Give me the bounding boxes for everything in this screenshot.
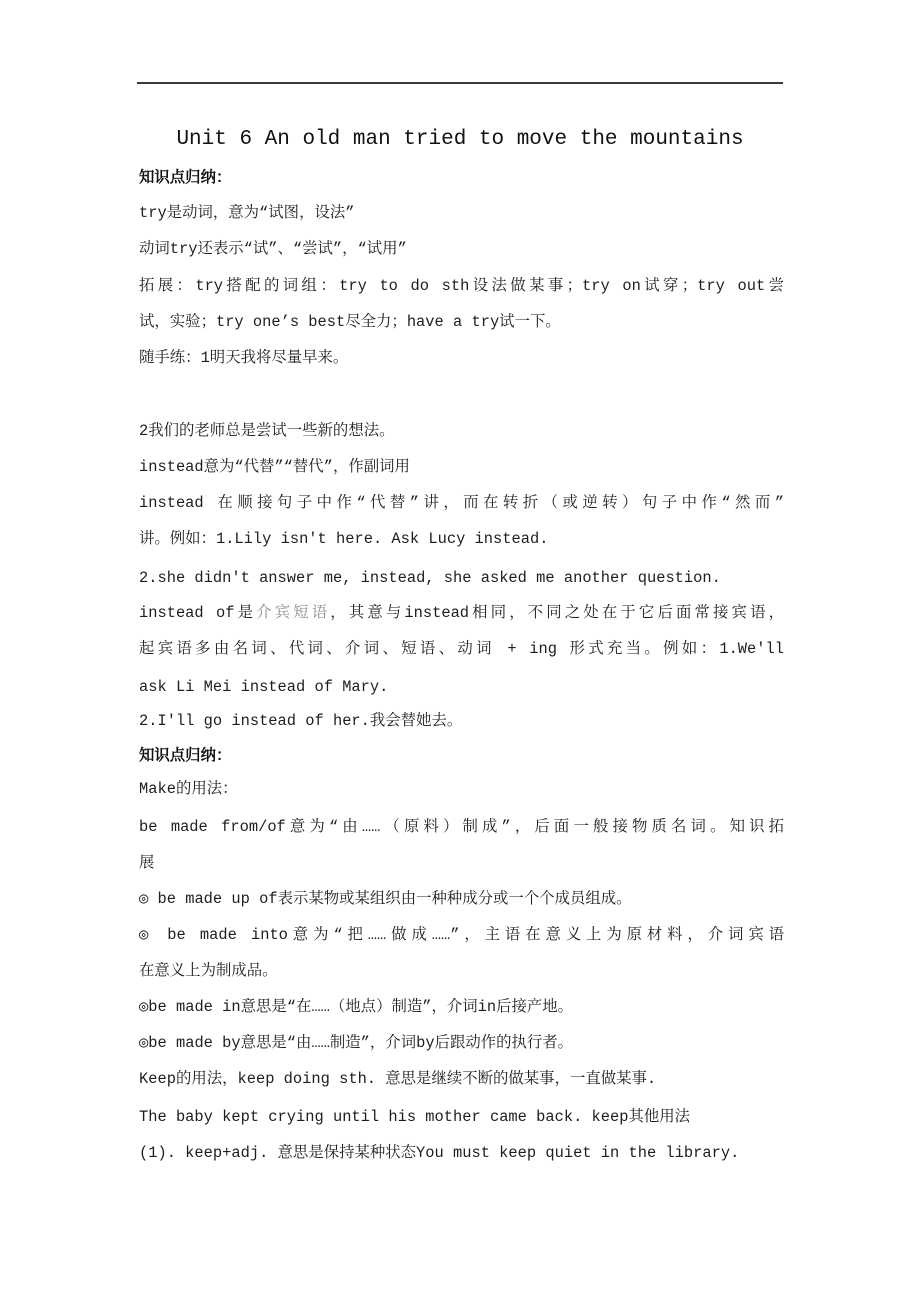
paragraph-line: Make的用法： — [139, 780, 238, 798]
paragraph-line: ask Li Mei instead of Mary. — [139, 678, 389, 696]
paragraph-line: be made from/of意为“由……（原料）制成”，后面一般接物质名词。知识拓 — [139, 818, 784, 836]
paragraph-line: 2我们的老师总是尝试一些新的想法。 — [139, 422, 395, 440]
paragraph-line: ◎ be made into意为“把……做成……”，主语在意义上为原材料，介词宾语 — [139, 926, 784, 944]
paragraph-line — [139, 602, 784, 624]
text-span: ，其意与instead相同，不同之处在于它后面常接宾语， — [330, 604, 784, 622]
paragraph-line: The baby kept crying until his mother came back. keep其他用法 — [139, 1108, 691, 1126]
paragraph-line: 2.I'll go instead of her.我会替她去。 — [139, 712, 463, 730]
section-heading: 知识点归纳： — [139, 168, 232, 186]
paragraph-line: 起宾语多由名词、代词、介词、短语、动词 + ing 形式充当。例如：1.We'll — [139, 640, 784, 658]
paragraph-line: instead 在顺接句子中作“代替”讲，而在转折（或逆转）句子中作“然而” — [139, 494, 784, 512]
paragraph-line: 2.she didn't answer me, instead, she asked me another question. — [139, 569, 721, 587]
paragraph-line: 试，实验；try one’s best尽全力；have a try试一下。 — [139, 313, 561, 331]
section-heading: 知识点归纳： — [139, 746, 232, 764]
paragraph-line: Keep的用法，keep doing sth. 意思是继续不断的做某事，一直做某事. — [139, 1070, 657, 1088]
header-rule — [137, 82, 783, 84]
paragraph-line: ◎be made in意思是“在……（地点）制造”，介词in后接产地。 — [139, 998, 574, 1016]
paragraph-line: 在意义上为制成品。 — [139, 962, 278, 980]
paragraph-line: try是动词，意为“试图，设法” — [139, 204, 355, 222]
paragraph-line: 动词try还表示“试”、“尝试”，“试用” — [139, 240, 407, 258]
paragraph-line: ◎ be made up of表示某物或某组织由一种种成分或一个个成员组成。 — [139, 890, 632, 908]
text-span: instead of是 — [139, 604, 257, 622]
paragraph-line: instead意为“代替”“替代”，作副词用 — [139, 458, 410, 476]
paragraph-line: 讲。例如：1.Lily isn't here. Ask Lucy instead. — [139, 530, 549, 548]
paragraph-line: (1). keep+adj. 意思是保持某种状态You must keep quiet in the library. — [139, 1144, 740, 1162]
paragraph-line: ◎be made by意思是“由……制造”，介词by后跟动作的执行者。 — [139, 1034, 574, 1052]
paragraph-line: 拓展：try搭配的词组：try to do sth设法做某事；try on试穿；try out尝 — [139, 277, 784, 295]
page-title: Unit 6 An old man tried to move the mountains — [176, 128, 744, 151]
paragraph-line: 展 — [139, 854, 155, 872]
term-link: 介宾短语 — [256, 604, 331, 622]
paragraph-line: 随手练：1明天我将尽量早来。 — [139, 349, 349, 367]
